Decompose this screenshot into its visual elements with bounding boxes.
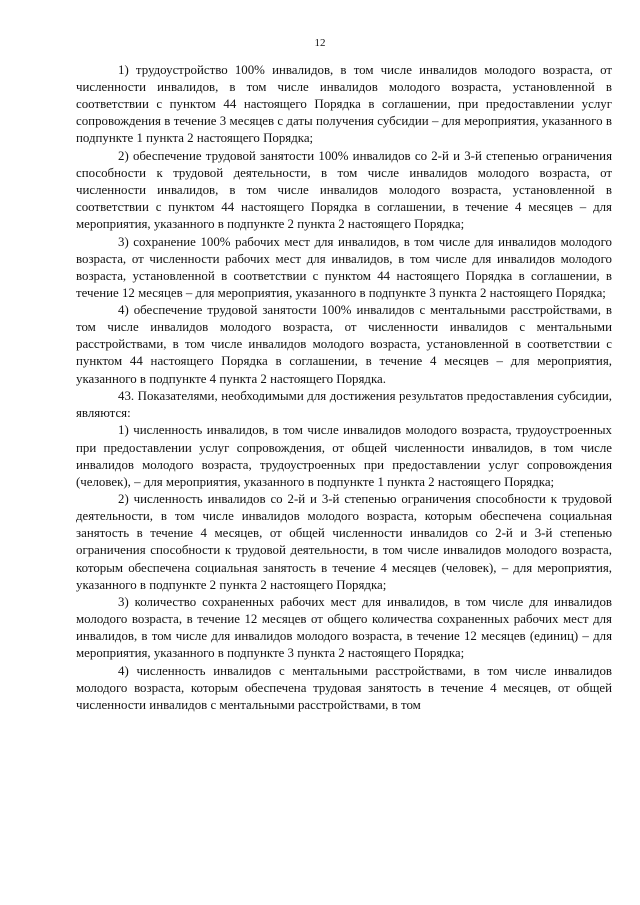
- document-body: [76, 62, 612, 714]
- page-number: 12: [314, 37, 326, 49]
- paragraph-result-2: 2) обеспечение трудовой занятости 100% инвалидов со 2-й и 3-й степенью ограничения способности к трудовой деятельности, в том числе инвалидов молодого возраста, от численности инвалидов, в том числе инвалидов молодого возраста, установленной в соответствии с пунктом 44 настоящего Порядка в соглашении, в течение 4 месяцев – для мероприятия, указанного в подпункте 2 пункта 2 настоящего Порядка;: [76, 148, 612, 232]
- paragraph-indicator-3: 3) количество сохраненных рабочих мест для инвалидов, в том числе для инвалидов молодого возраста, в течение 12 месяцев от общего количества сохраненных рабочих мест для инвалидов, в том числе для инвалидов молодого возраста, в течение 12 месяцев (единиц) – для мероприятия, указанного в подпункте 3 пункта 2 настоящего Порядка;: [76, 594, 612, 661]
- paragraph-result-4: 4) обеспечение трудовой занятости 100% инвалидов с ментальными расстройствами, в том числе инвалидов молодого возраста, от численности инвалидов с ментальными расстройствами, в том числе инвалидов молодого возраста, установленной в соответствии с пунктом 44 настоящего Порядка в соглашении, в течение 4 месяцев – для мероприятия, указанного в подпункте 4 пункта 2 настоящего Порядка.: [76, 303, 612, 386]
- paragraph-result-1: 1) трудоустройство 100% инвалидов, в том числе инвалидов молодого возраста, от численности инвалидов, в том числе инвалидов молодого возраста, установленной в соответствии с пунктом 44 настоящего Порядка в соглашении, при предоставлении услуг сопровождения в течение 3 месяцев с даты получения субсидии – для мероприятия, указанного в подпункте 1 пункта 2 настоящего Порядка;: [76, 63, 612, 146]
- paragraph-section-43: 43. Показателями, необходимыми для достижения результатов предоставления субсидии, являются:: [76, 388, 612, 421]
- paragraph-indicator-1: 1) численность инвалидов, в том числе инвалидов молодого возраста, трудоустроенных при предоставлении услуг сопровождения, от общей численности инвалидов, в том числе инвалидов молодого возраста, трудоустроенных при предоставлении услуг сопровождения (человек), – для мероприятия, указанного в подпункте 1 пункта 2 настоящего Порядка;: [76, 423, 612, 489]
- paragraph-indicator-2: 2) численность инвалидов со 2-й и 3-й степенью ограничения способности к трудовой деятельности, в том числе инвалидов молодого возраста, которым обеспечена социальная занятость в течение 4 месяцев, от общей численности инвалидов со 2-й и 3-й степенью ограничения способности к трудовой деятельности, в том числе инвалидов молодого возраста, которым обеспечена социальная занятость в течение 4 месяцев (человек), – для мероприятия, указанного в подпункте 2 пункта 2 настоящего Порядка;: [76, 492, 612, 592]
- paragraph-indicator-4: 4) численность инвалидов с ментальными расстройствами, в том числе инвалидов молодого возраста, которым обеспечена трудовая занятость в течение 4 месяцев, от общей численности инвалидов с ментальными расстройствами, в том: [76, 663, 612, 712]
- paragraph-result-3: 3) сохранение 100% рабочих мест для инвалидов, в том числе для инвалидов молодого возраста, от численности рабочих мест для инвалидов, в том числе для инвалидов молодого возраста, установленной в соответствии с пунктом 44 настоящего Порядка в соглашении, в течение 12 месяцев – для мероприятия, указанного в подпункте 3 пункта 2 настоящего Порядка;: [76, 234, 612, 300]
